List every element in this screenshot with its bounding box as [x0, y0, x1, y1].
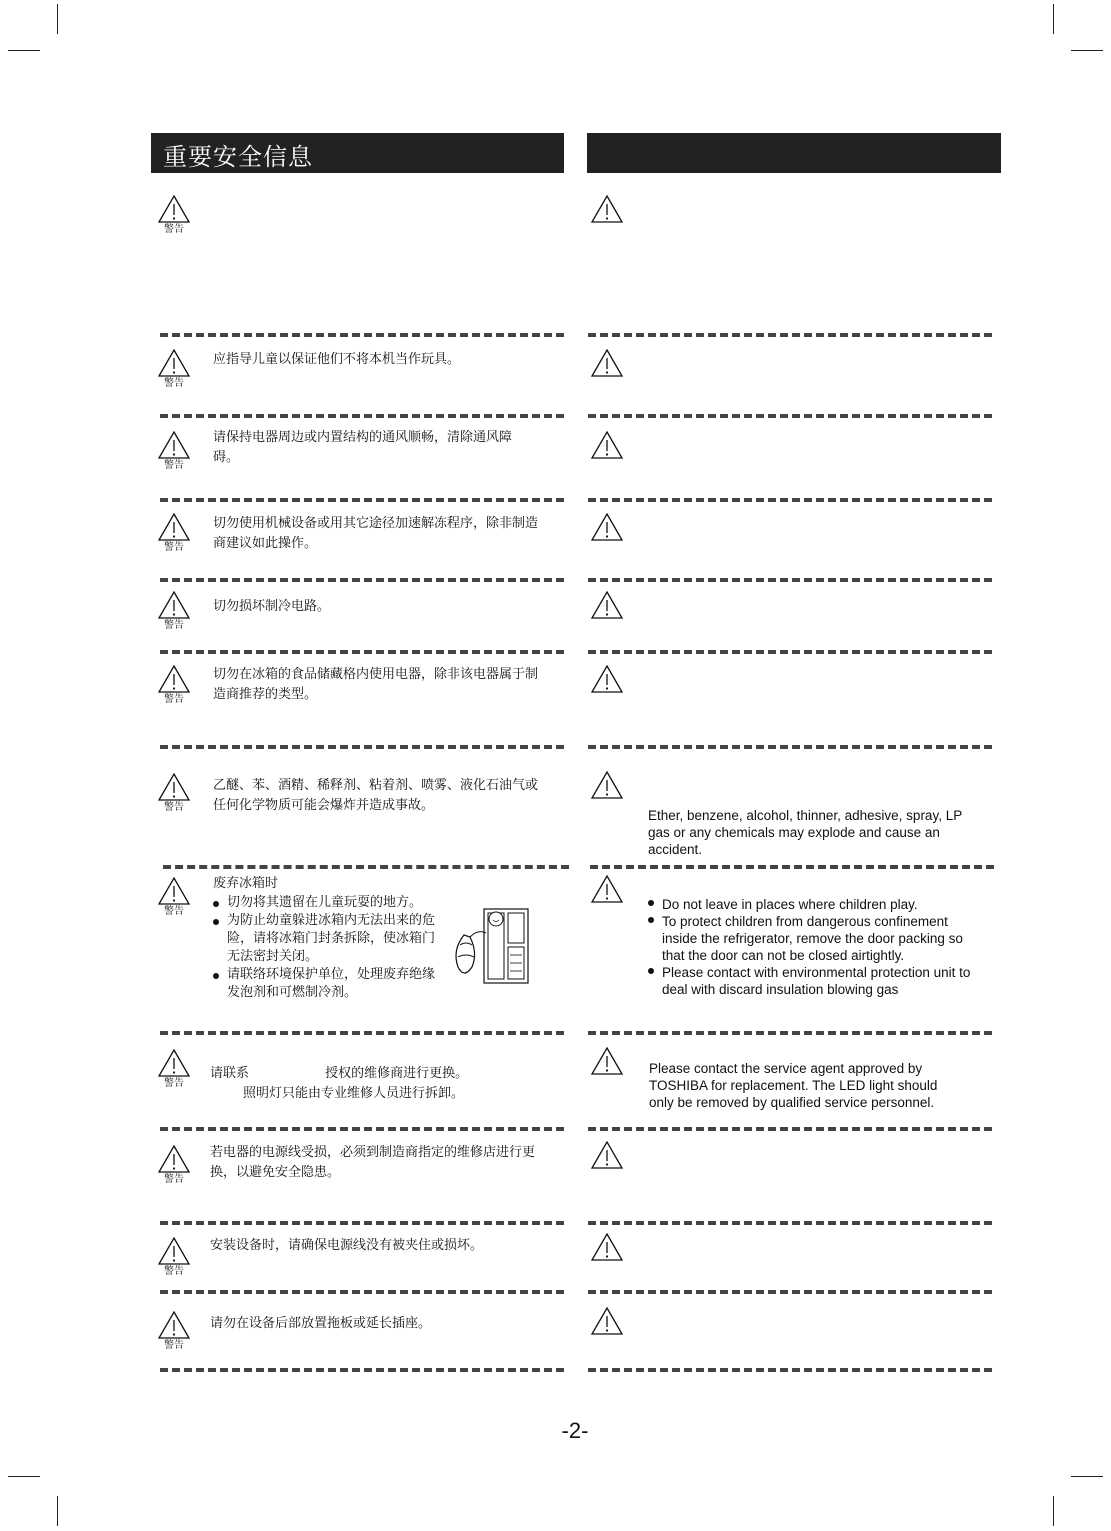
- refrigerator-child-illustration: [448, 905, 534, 985]
- warning-icon: [156, 512, 192, 554]
- warning-text-cn: 安装设备时，请确保电源线没有被夹住或损坏。: [210, 1238, 484, 1253]
- text-segment: 请联系: [210, 1066, 250, 1081]
- divider: [160, 1368, 564, 1372]
- warning-icon: [156, 1048, 192, 1090]
- warning-text-en: Please contact the service agent approved by TOSHIBA for replacement. The LED light should only be removed by qualified service personnel.: [649, 1061, 938, 1110]
- text-line: [210, 1064, 550, 1084]
- divider: [588, 1290, 992, 1294]
- warning-text-cn: [210, 1064, 550, 1104]
- divider: [588, 650, 992, 654]
- crop-mark: [57, 4, 58, 34]
- warning-icon: [156, 430, 192, 472]
- warning-icon: [589, 1306, 625, 1336]
- divider: [588, 745, 992, 749]
- warning-icon: [156, 1310, 192, 1352]
- warning-label: 警告: [164, 542, 184, 553]
- disposal-text-en: [648, 896, 978, 998]
- warning-text-cn: 乙醚、苯、酒精、稀释剂、粘着剂、喷雾、液化石油气或任何化学物质可能会爆炸并造成事故。: [213, 778, 539, 813]
- warning-icon: [589, 194, 625, 224]
- warning-label: 警告: [164, 1266, 184, 1277]
- list-item: 切勿将其遗留在儿童玩耍的地方。: [213, 894, 443, 912]
- divider: [160, 1031, 564, 1035]
- warning-text-cn: 请勿在设备后部放置拖板或延长插座。: [210, 1316, 432, 1331]
- warning-icon: [589, 590, 625, 620]
- warning-icon: [589, 1140, 625, 1170]
- list-item: 请联络环境保护单位，处理废弃绝缘发泡剂和可燃制冷剂。: [213, 966, 443, 1002]
- divider: [160, 414, 564, 418]
- divider: [160, 1221, 564, 1225]
- page-title-cn: 重要安全信息: [163, 143, 313, 171]
- text-line: 照明灯只能由专业维修人员进行拆卸。: [243, 1086, 465, 1101]
- warning-icon: [156, 590, 192, 632]
- section-header-cn: [151, 133, 564, 173]
- divider: [160, 650, 564, 654]
- warning-icon: [589, 874, 625, 904]
- warning-icon: [156, 348, 192, 390]
- warning-icon: [156, 876, 192, 918]
- warning-label: 警告: [164, 460, 184, 471]
- disposal-text-cn: [213, 874, 443, 1002]
- divider: [160, 333, 564, 337]
- warning-icon: [589, 430, 625, 460]
- warning-text-cn: 切勿损坏制冷电路。: [213, 599, 331, 614]
- divider: [163, 865, 569, 869]
- warning-label: 警告: [164, 1340, 184, 1351]
- warning-text-en: Ether, benzene, alcohol, thinner, adhesive, spray, LP gas or any chemicals may explode and cause an accident.: [648, 808, 962, 857]
- disposal-list-en: [648, 896, 978, 998]
- warning-label: 警告: [164, 802, 184, 813]
- crop-mark: [1071, 1476, 1103, 1477]
- divider: [588, 414, 992, 418]
- crop-mark: [8, 50, 40, 51]
- divider: [588, 1221, 992, 1225]
- text-segment: 授权的维修商进行更换。: [325, 1066, 469, 1081]
- divider: [590, 865, 994, 869]
- crop-mark: [1071, 50, 1103, 51]
- list-item: Please contact with environmental protection unit to deal with discard insulation blowing gas: [648, 964, 978, 998]
- divider: [588, 1368, 992, 1372]
- warning-icon: [589, 1232, 625, 1262]
- warning-label: 警告: [164, 906, 184, 917]
- divider: [588, 498, 992, 502]
- warning-icon: [156, 772, 192, 814]
- warning-label: 警告: [164, 1078, 184, 1089]
- page-number: -2-: [561, 1418, 589, 1443]
- section-header-en: [587, 133, 1001, 173]
- warning-text-cn: 应指导儿童以保证他们不将本机当作玩具。: [213, 352, 461, 367]
- divider: [160, 1127, 564, 1131]
- divider: [160, 745, 564, 749]
- warning-text-cn: 若电器的电源线受损，必须到制造商指定的维修店进行更换，以避免安全隐患。: [210, 1145, 536, 1180]
- warning-icon: [589, 664, 625, 694]
- disposal-list-cn: [213, 894, 443, 1002]
- warning-label: 警告: [164, 620, 184, 631]
- divider: [588, 1127, 992, 1131]
- warning-label: 警告: [164, 224, 184, 235]
- warning-icon: [156, 194, 192, 236]
- divider: [588, 333, 992, 337]
- warning-icon: [156, 664, 192, 706]
- warning-icon: [589, 770, 625, 800]
- divider: [588, 578, 992, 582]
- list-item: Do not leave in places where children play.: [648, 896, 978, 913]
- warning-icon: [589, 512, 625, 542]
- warning-text-cn: 请保持电器周边或内置结构的通风顺畅，清除通风障碍。: [213, 430, 513, 465]
- divider: [588, 1031, 992, 1035]
- warning-icon: [589, 1046, 625, 1076]
- crop-mark: [57, 1496, 58, 1526]
- warning-label: 警告: [164, 1174, 184, 1185]
- warning-label: 警告: [164, 694, 184, 705]
- disposal-title-cn: 废弃冰箱时: [213, 876, 279, 891]
- warning-label: 警告: [164, 378, 184, 389]
- warning-icon: [156, 1144, 192, 1186]
- warning-icon: [589, 348, 625, 378]
- crop-mark: [8, 1476, 40, 1477]
- list-item: To protect children from dangerous confinement inside the refrigerator, remove the door packing so that the door can not be closed airtightly.: [648, 913, 978, 964]
- crop-mark: [1053, 4, 1054, 34]
- warning-text-cn: 切勿使用机械设备或用其它途径加速解冻程序，除非制造商建议如此操作。: [213, 516, 539, 551]
- divider: [160, 1290, 564, 1294]
- crop-mark: [1053, 1496, 1054, 1526]
- divider: [160, 498, 564, 502]
- warning-text-cn: 切勿在冰箱的食品储藏格内使用电器，除非该电器属于制造商推荐的类型。: [213, 667, 539, 702]
- warning-icon: [156, 1236, 192, 1278]
- list-item: 为防止幼童躲进冰箱内无法出来的危险，请将冰箱门封条拆除，使冰箱门无法密封关闭。: [213, 912, 443, 966]
- divider: [160, 578, 564, 582]
